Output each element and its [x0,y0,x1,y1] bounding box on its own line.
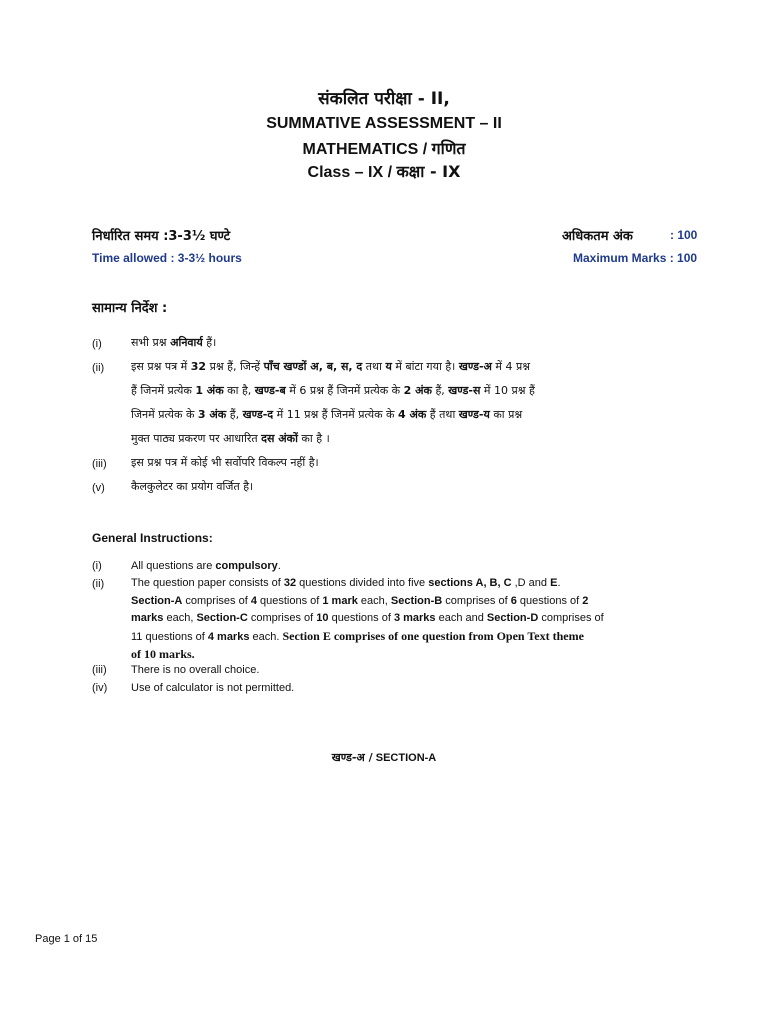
hi-text: में 11 प्रश्न हैं जिनमें प्रत्येक के [273,408,398,421]
hi-item [131,355,601,451]
time-allowed-hindi: निर्धारित समय :3-3½ घण्टे [92,229,231,244]
section-a-heading [0,750,768,765]
class-hi: कक्षा - IX [396,162,461,181]
hi-text: का है, [223,384,255,397]
en-text: questions of [516,594,583,607]
en-text: comprises of [538,612,604,624]
en-text-bold: compulsory [215,560,278,572]
hi-line [131,379,601,403]
subject-title [0,137,768,159]
subject-hi: गणित [431,139,466,158]
en-text-serif-bold: of 10 marks. [131,647,195,661]
subject-en: MATHEMATICS / [302,141,428,158]
section-a-hindi: खण्ड-अ / [331,751,373,764]
max-marks-hindi-label: अधिकतम अंक [562,229,633,244]
en-text-serif-bold: Section E comprises of one question from Open Text theme [282,628,584,643]
en-item-number: (i) [92,560,102,572]
en-line [131,610,604,628]
hi-line [131,427,601,451]
en-text-bold: 4 [250,594,257,607]
en-text: The question paper consists of [131,577,284,589]
general-instructions-heading: General Instructions: [92,531,213,545]
en-item [131,558,601,576]
hi-text: तथा [362,360,386,373]
en-text-bold: 10 [316,612,329,624]
hi-item-number: (ii) [92,362,105,374]
hi-text-bold: पाँच खण्डों अ, ब, स, द [263,360,363,373]
en-text: each, [357,594,391,607]
en-item-number: (iv) [92,682,108,694]
en-line [131,593,601,611]
hi-text: में बांटा गया है। [391,360,459,373]
hi-text-bold: 4 अंक [397,408,427,421]
hi-text-bold: 1 अंक [195,384,224,397]
hi-text: का है । [297,432,330,445]
hi-text: हैं, [431,384,449,397]
en-text: each, [163,612,197,624]
hi-text-bold: य [385,360,392,373]
hi-text: में 4 प्रश्न [491,360,531,373]
en-text: 11 questions of [131,630,208,643]
hi-text: हैं जिनमें प्रत्येक [131,384,196,397]
hi-item [131,331,601,355]
max-marks-hindi-value: : 100 [670,228,698,242]
en-line [131,628,601,647]
en-text-bold: marks [131,612,164,624]
en-item: Use of calculator is not permitted. [131,682,295,694]
en-text: comprises of [247,612,317,624]
hi-text-bold: 3 अंक [197,408,227,421]
hi-text-bold: 32 [190,360,207,373]
hi-text: हैं, [226,408,243,421]
en-item-number: (ii) [92,578,105,590]
time-allowed: Time allowed : 3-3½ hours [92,251,242,265]
en-text-bold: 1 mark [322,594,358,607]
en-text: comprises of [182,594,251,607]
en-text: questions of [256,594,323,607]
en-text-bold: 6 [510,594,517,607]
hi-text-bold: खण्ड-स [448,384,481,397]
hi-text-bold: खण्ड-य [458,408,490,421]
en-text: . [277,560,281,572]
en-text: All questions are [131,560,216,572]
hi-item-number: (v) [92,482,105,494]
en-text-bold: sections A, B, C [428,577,512,589]
en-text: . [557,577,561,589]
en-text-bold: 32 [283,577,297,589]
en-text-bold: Section-B [390,594,443,607]
hi-text: इस प्रश्न पत्र में [131,360,191,373]
hi-text-bold: अनिवार्य [170,336,203,349]
exam-title-hindi: संकलित परीक्षा - II, [318,89,450,109]
en-text: questions of [328,612,394,624]
en-text: each. [249,630,283,643]
hi-text: मुक्त पाठ्य प्रकरण पर आधारित [131,432,262,445]
hindi-instructions-heading: सामान्य निर्देश : [92,301,168,316]
en-item [131,575,604,665]
max-marks: Maximum Marks : 100 [573,251,698,265]
en-item-number: (iii) [92,664,107,676]
en-line [131,575,601,593]
hi-text-bold: खण्ड-अ [458,360,492,373]
en-text: ,D and [511,577,551,589]
en-text: questions divided into five [296,577,429,589]
hi-text-bold: दस अंकों [261,432,298,445]
hi-text: हैं तथा [426,408,459,421]
en-text-bold: Section-D [486,612,539,624]
en-text: each and [435,612,487,624]
hi-text: हैं। [202,336,217,349]
hi-line [131,403,601,427]
en-text-bold: E [550,577,558,589]
exam-title: SUMMATIVE ASSESSMENT – II [266,115,502,132]
hi-item: इस प्रश्न पत्र में कोई भी सर्वोपरि विकल्प नहीं है। [131,456,319,469]
hi-text: सभी प्रश्न [131,336,171,349]
hi-text-bold: 2 अंक [403,384,432,397]
hi-line [131,355,601,379]
hi-text: प्रश्न हैं, जिन्हें [206,360,264,373]
en-item: There is no overall choice. [131,664,260,676]
hi-text-bold: खण्ड-द [242,408,274,421]
en-text-bold: 3 marks [393,612,436,624]
page-number: Page 1 of 15 [35,933,98,945]
en-text-bold: Section-C [196,612,248,624]
en-text-bold: 2 [582,594,589,607]
hi-item-number: (i) [92,338,102,350]
class-en: Class – IX / [307,164,393,181]
en-text-bold: Section-A [131,594,183,607]
hi-text: जिनमें प्रत्येक के [131,408,198,421]
hi-text-bold: खण्ड-ब [254,384,286,397]
en-text-bold: 4 marks [207,630,250,643]
hi-item: कैलकुलेटर का प्रयोग वर्जित है। [131,480,254,493]
class-title [0,160,768,182]
hi-text: में 6 प्रश्न हैं जिनमें प्रत्येक के [285,384,404,397]
hi-text: में 10 प्रश्न हैं [480,384,535,397]
hi-text: का प्रश्न [489,408,523,421]
hi-item-number: (iii) [92,458,107,470]
section-a-english: SECTION-A [375,752,437,764]
en-text: comprises of [442,594,511,607]
